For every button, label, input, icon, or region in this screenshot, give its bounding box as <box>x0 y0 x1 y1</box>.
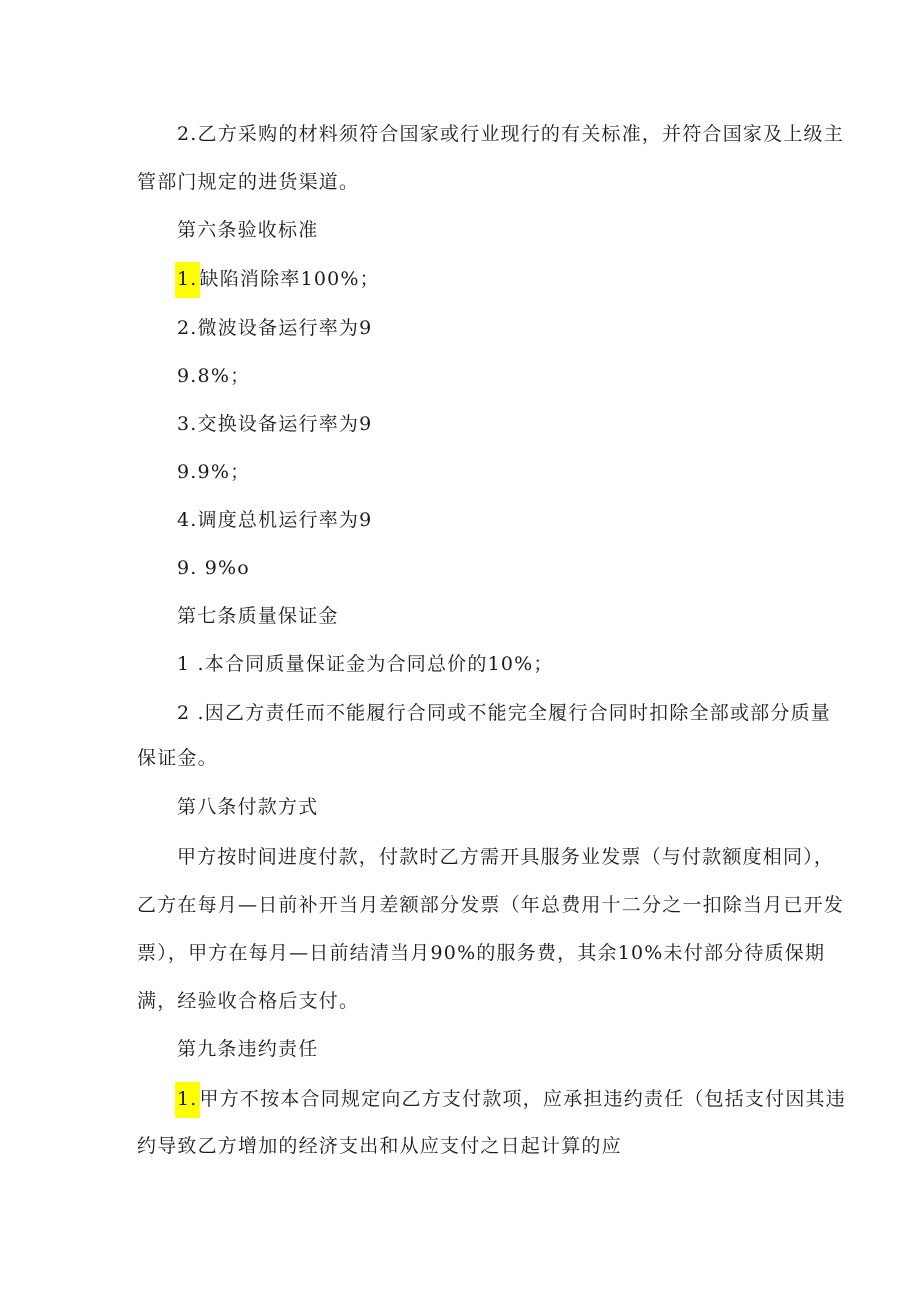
line-text: 票），甲方在每月—日前结清当月90%的服务费，其余10%未付部分待质保期 <box>137 942 826 964</box>
paragraph-line <box>137 941 825 965</box>
line-text: 约导致乙方增加的经济支出和从应支付之日起计算的应 <box>137 1135 622 1157</box>
paragraph-line <box>137 893 844 917</box>
paragraph-line <box>177 845 834 869</box>
list-item <box>177 556 250 580</box>
line-text: 乙方在每月—日前补开当月差额部分发票（年总费用十二分之一扣除当月已开发 <box>137 894 845 916</box>
paragraph-line <box>177 122 844 146</box>
highlighted-list-marker: 1. <box>175 1082 200 1118</box>
heading-text: 第七条质量保证金 <box>177 605 339 627</box>
line-text: 保证金。 <box>137 747 218 769</box>
heading-text: 第九条违约责任 <box>177 1038 319 1060</box>
list-item <box>177 508 372 532</box>
paragraph-line <box>137 989 359 1013</box>
list-item <box>177 701 831 725</box>
list-item <box>177 412 372 436</box>
list-item <box>177 267 380 291</box>
line-text: 4.调度总机运行率为9 <box>177 509 373 531</box>
paragraph-line <box>137 170 359 194</box>
line-text: 管部门规定的进货渠道。 <box>137 171 360 193</box>
line-text: 3.交换设备运行率为9 <box>177 413 373 435</box>
section-heading-7 <box>177 604 339 628</box>
line-text: 2 .因乙方责任而不能履行合同或不能完全履行合同时扣除全部或部分质量 <box>177 702 831 724</box>
line-text: 9.8%； <box>177 365 251 387</box>
line-text: 9. 9%o <box>177 557 250 579</box>
line-text: 甲方按时间进度付款，付款时乙方需开具服务业发票（与付款额度相同）， <box>177 846 835 868</box>
heading-text: 第六条验收标准 <box>177 219 319 241</box>
line-text: 甲方不按本合同规定向乙方支付款项，应承担违约责任（包括支付因其违 <box>199 1088 846 1110</box>
line-text: 2.微波设备运行率为9 <box>177 317 373 339</box>
line-text: 1 .本合同质量保证金为合同总价的10%； <box>177 653 554 675</box>
line-text: 2.乙方采购的材料须符合国家或行业现行的有关标准，并符合国家及上级主 <box>177 123 844 145</box>
section-heading-9 <box>177 1037 318 1061</box>
paragraph-line <box>137 1134 622 1158</box>
section-heading-8 <box>177 795 318 819</box>
heading-text: 第八条付款方式 <box>177 796 319 818</box>
line-text: 9.9%； <box>177 461 251 483</box>
paragraph-line <box>137 746 218 770</box>
list-item <box>177 364 250 388</box>
list-item <box>177 460 250 484</box>
line-text: 缺陷消除率100%； <box>199 268 380 290</box>
list-item <box>177 316 372 340</box>
list-item <box>177 652 554 676</box>
line-text: 满，经验收合格后支付。 <box>137 990 360 1012</box>
highlighted-list-marker: 1. <box>175 262 200 298</box>
section-heading-6 <box>177 218 318 242</box>
list-item <box>177 1087 846 1111</box>
